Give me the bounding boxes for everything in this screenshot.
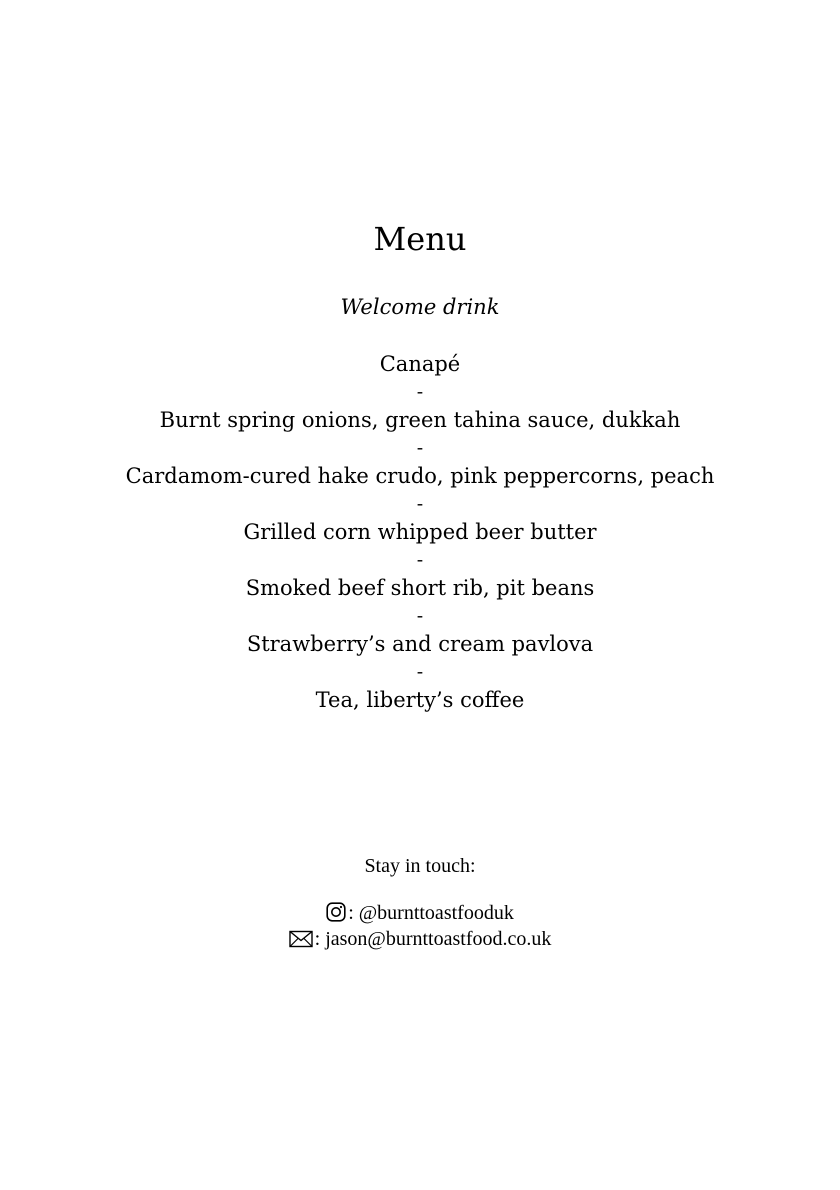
course-separator: - [416,381,424,403]
course-item: Canapé [379,352,461,376]
course-separator: - [416,661,424,683]
course-separator: - [416,549,424,571]
instagram-handle[interactable]: : @burnttoastfooduk [348,902,514,924]
contact-heading: Stay in touch: [364,855,476,877]
course-separator: - [416,437,424,459]
course-item: Smoked beef short rib, pit beans [245,576,595,600]
menu-title: Menu [373,220,467,258]
course-separator: - [416,605,424,627]
course-item: Strawberry’s and cream pavlova [246,632,594,656]
envelope-icon [289,929,313,955]
welcome-drink: Welcome drink [340,295,500,319]
course-item: Grilled corn whipped beer butter [243,520,597,544]
course-item: Burnt spring onions, green tahina sauce, dukkah [159,408,681,432]
email-contact[interactable] [0,926,840,955]
course-list [0,350,840,714]
course-item: Cardamom-cured hake crudo, pink peppercorns, peach [125,464,715,488]
email-address[interactable]: : jason@burnttoastfood.co.uk [314,928,552,950]
instagram-contact[interactable] [0,900,840,929]
course-separator: - [416,493,424,515]
instagram-icon [326,902,346,929]
course-item: Tea, liberty’s coffee [315,688,525,712]
